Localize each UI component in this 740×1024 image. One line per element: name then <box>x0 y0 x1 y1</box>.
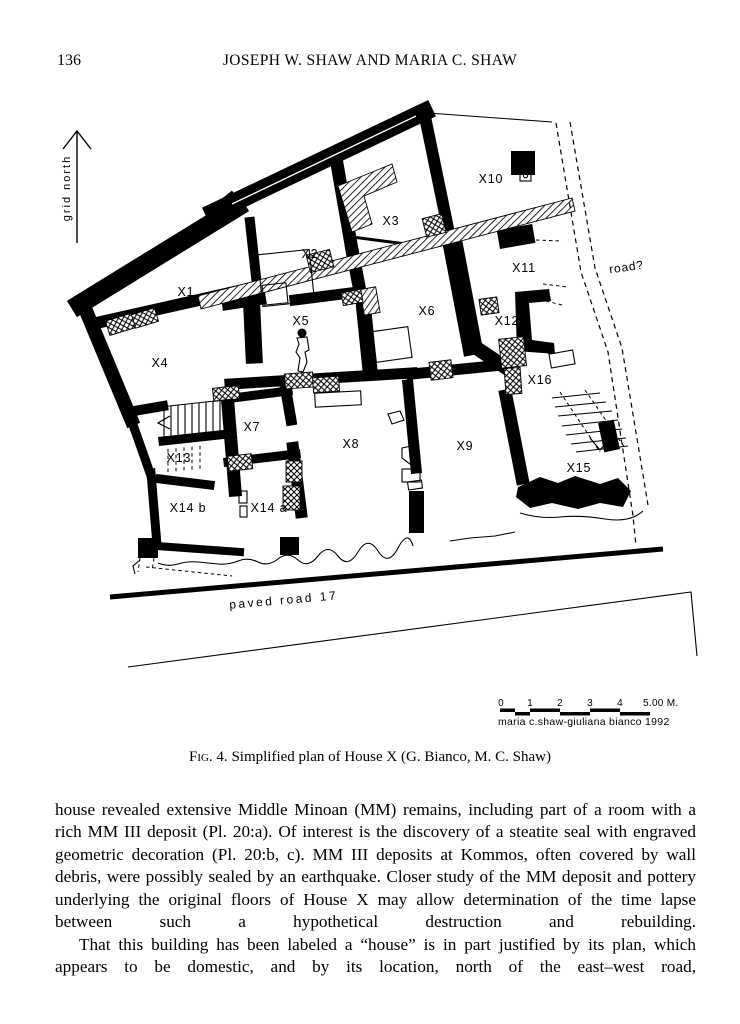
page-number: 136 <box>57 52 81 69</box>
room-label-x13: X13 <box>166 451 192 465</box>
paved-road <box>110 549 697 667</box>
scale-attribution: maria c.shaw-giuliana bianco 1992 <box>498 716 670 728</box>
room-label-x12: X12 <box>494 314 520 328</box>
scale-tick-1: 1 <box>527 698 533 709</box>
room-label-x7: X7 <box>243 420 261 434</box>
column-x5 <box>296 329 309 373</box>
room-label-x8: X8 <box>342 437 360 451</box>
room-label-x4: X4 <box>151 356 169 370</box>
paved-road-label: paved road 17 <box>228 588 339 612</box>
room-label-x10: X10 <box>478 172 504 186</box>
body-text <box>55 799 696 979</box>
scale-tick-0: 0 <box>498 698 504 709</box>
room-label-x14a: X14 a <box>250 501 288 515</box>
room-label-x1: X1 <box>177 285 195 299</box>
scale-tick-4: 4 <box>617 698 623 709</box>
figure-caption <box>0 749 740 766</box>
room-label-x6: X6 <box>418 304 436 318</box>
paragraph-1: house revealed extensive Middle Minoan (MM) remains, including part of a room with a rich MM III deposit (Pl. 20:a). Of interest is the discovery of a steatite seal with engraved geometric decoration (Pl. 20:b, c). MM III deposits at Kommos, often covered by wall debris, were possibly sealed by an earthquake. Closer study of the MM deposit and pottery underlying the original floors of House X may allow determination of the time lapse between such a hypothetical destruction and rebuilding. <box>55 800 696 932</box>
scale-end-label: 5.00 M. <box>643 698 679 709</box>
ground-lines <box>133 511 643 576</box>
room-label-x5: X5 <box>292 314 310 328</box>
figure-caption-text: Simplified plan of House X (G. Bianco, M. C. Shaw) <box>231 749 551 765</box>
room-label-x14b: X14 b <box>169 501 207 515</box>
scale-tick-2: 2 <box>557 698 563 709</box>
scale-bar <box>498 698 678 728</box>
room-label-x2: X2 <box>301 247 319 261</box>
room-label-x16: X16 <box>527 373 553 387</box>
room-label-x9: X9 <box>456 439 474 453</box>
road-query-label: road? <box>608 257 645 277</box>
room-label-x3: X3 <box>382 214 400 228</box>
grid-north-arrow <box>61 131 91 243</box>
room-label-x11: X11 <box>512 261 536 275</box>
scale-tick-3: 3 <box>587 698 593 709</box>
figure-caption-label: Fig. 4. <box>188 749 228 765</box>
grid-north-label: grid north <box>61 154 73 222</box>
room-label-x15: X15 <box>566 461 592 475</box>
running-head: JOSEPH W. SHAW AND MARIA C. SHAW <box>222 52 518 69</box>
paragraph-2: That this building has been labeled a “house” is in part justified by its plan, which appears to be domestic, and by its location, north of the east–west road, <box>55 934 696 977</box>
